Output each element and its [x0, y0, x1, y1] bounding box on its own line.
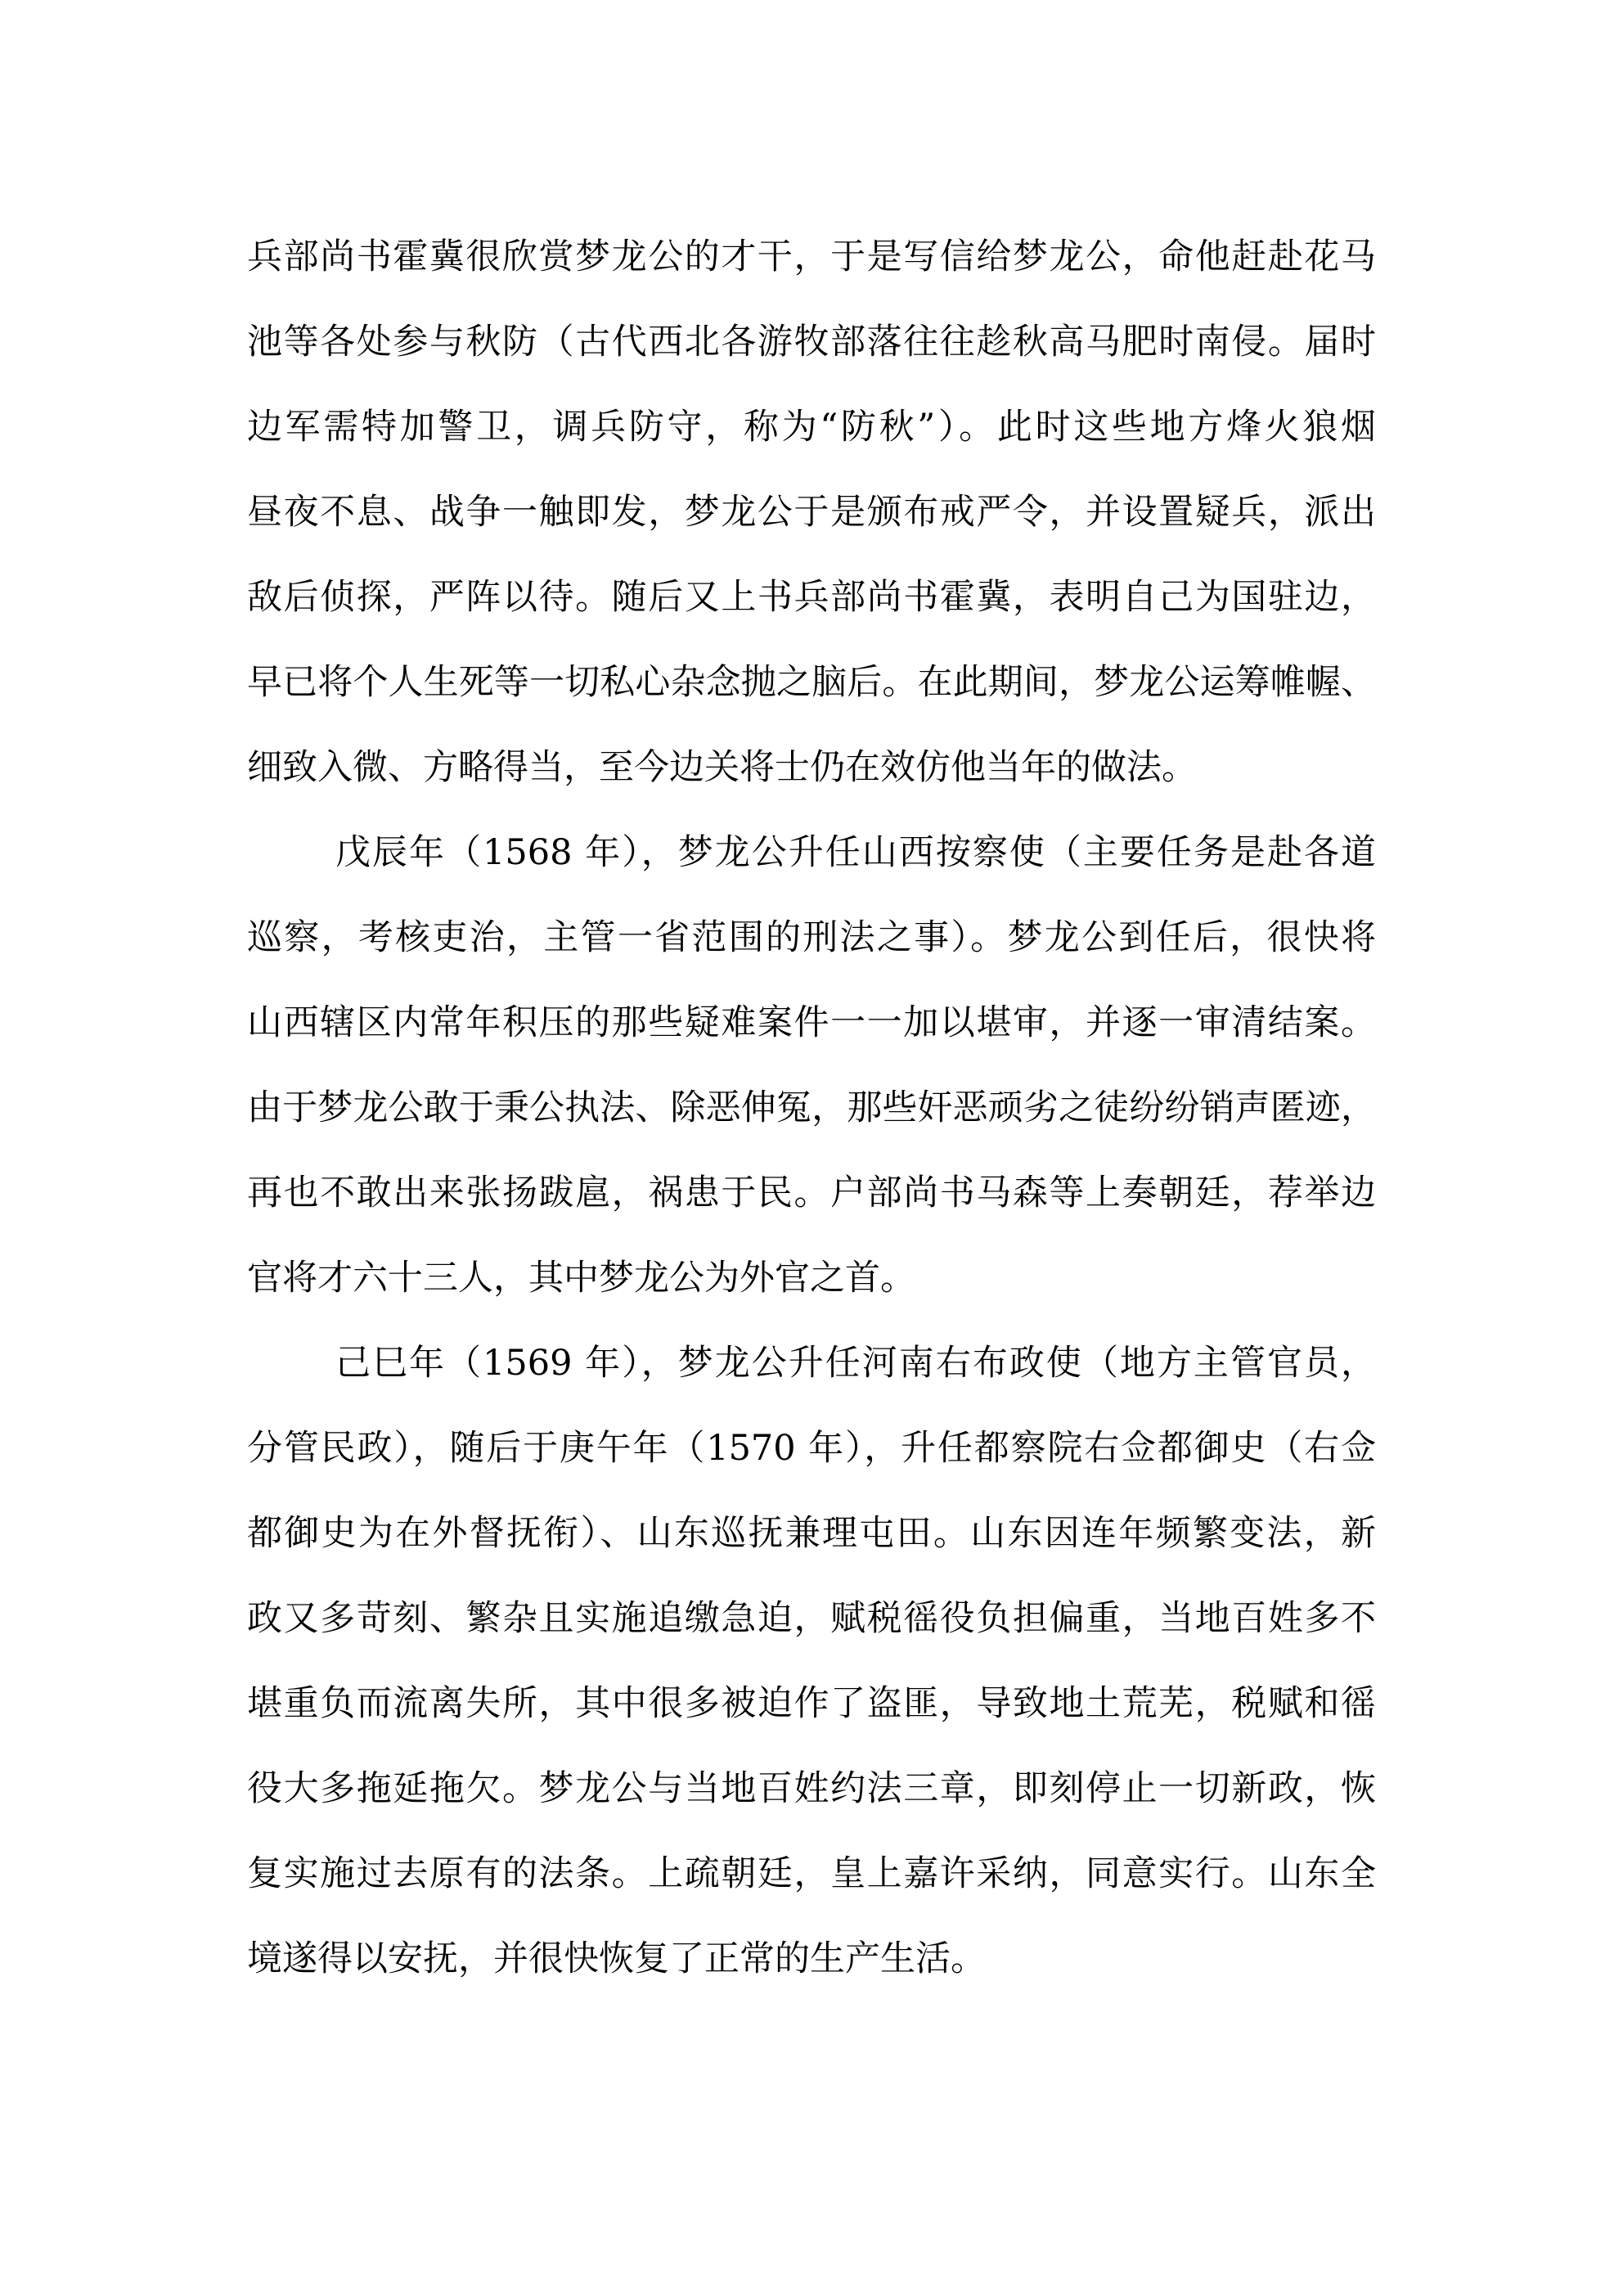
text-line: 都御史为在外督抚衔）、山东巡抚兼理屯田。山东因连年频繁变法，新 — [247, 1513, 1376, 1554]
text-line: 巡察，考核吏治，主管一省范围的刑法之事）。梦龙公到任后，很快将 — [247, 917, 1376, 958]
paragraph-2 — [247, 810, 1376, 1321]
text-line: 兵部尚书霍冀很欣赏梦龙公的才干，于是写信给梦龙公，命他赶赴花马 — [247, 236, 1376, 277]
document-page — [247, 214, 1376, 2001]
text-line: 役大多拖延拖欠。梦龙公与当地百姓约法三章，即刻停止一切新政，恢 — [247, 1768, 1376, 1809]
text-line: 边军需特加警卫，调兵防守，称为“防秋”）。此时这些地方烽火狼烟 — [247, 407, 1376, 448]
text-line: 复实施过去原有的法条。上疏朝廷，皇上嘉许采纳，同意实行。山东全 — [247, 1853, 1376, 1894]
text-line: 堪重负而流离失所，其中很多被迫作了盗匪，导致地土荒芜，税赋和徭 — [247, 1683, 1376, 1724]
text-line: 政又多苛刻、繁杂且实施追缴急迫，赋税徭役负担偏重，当地百姓多不 — [247, 1598, 1376, 1639]
paragraph-3 — [247, 1321, 1376, 2001]
text-line: 细致入微、方略得当，至今边关将士仍在效仿他当年的做法。 — [247, 747, 1197, 788]
text-line: 敌后侦探，严阵以待。随后又上书兵部尚书霍冀，表明自己为国驻边， — [247, 577, 1376, 618]
text-line: 戊辰年（1568 年），梦龙公升任山西按察使（主要任务是赴各道 — [335, 832, 1376, 873]
text-line: 分管民政），随后于庚午年（1570 年），升任都察院右佥都御史（右佥 — [247, 1428, 1376, 1469]
text-line: 境遂得以安抚，并很快恢复了正常的生产生活。 — [247, 1938, 986, 1979]
text-line: 己巳年（1569 年），梦龙公升任河南右布政使（地方主管官员， — [335, 1343, 1376, 1384]
text-line: 官将才六十三人，其中梦龙公为外官之首。 — [247, 1258, 915, 1299]
text-line: 山西辖区内常年积压的那些疑难案件一一加以堪审，并逐一审清结案。 — [247, 1002, 1376, 1043]
text-line: 昼夜不息、战争一触即发，梦龙公于是颁布戒严令，并设置疑兵，派出 — [247, 492, 1376, 533]
text-line: 早已将个人生死等一切私心杂念抛之脑后。在此期间，梦龙公运筹帷幄、 — [247, 662, 1376, 703]
paragraph-1 — [247, 214, 1376, 810]
text-line: 再也不敢出来张扬跋扈，祸患于民。户部尚书马森等上奏朝廷，荐举边 — [247, 1173, 1376, 1213]
text-line: 由于梦龙公敢于秉公执法、除恶伸冤，那些奸恶顽劣之徒纷纷销声匿迹， — [247, 1087, 1376, 1128]
text-line: 池等各处参与秋防（古代西北各游牧部落往往趁秋高马肥时南侵。届时 — [247, 322, 1376, 362]
